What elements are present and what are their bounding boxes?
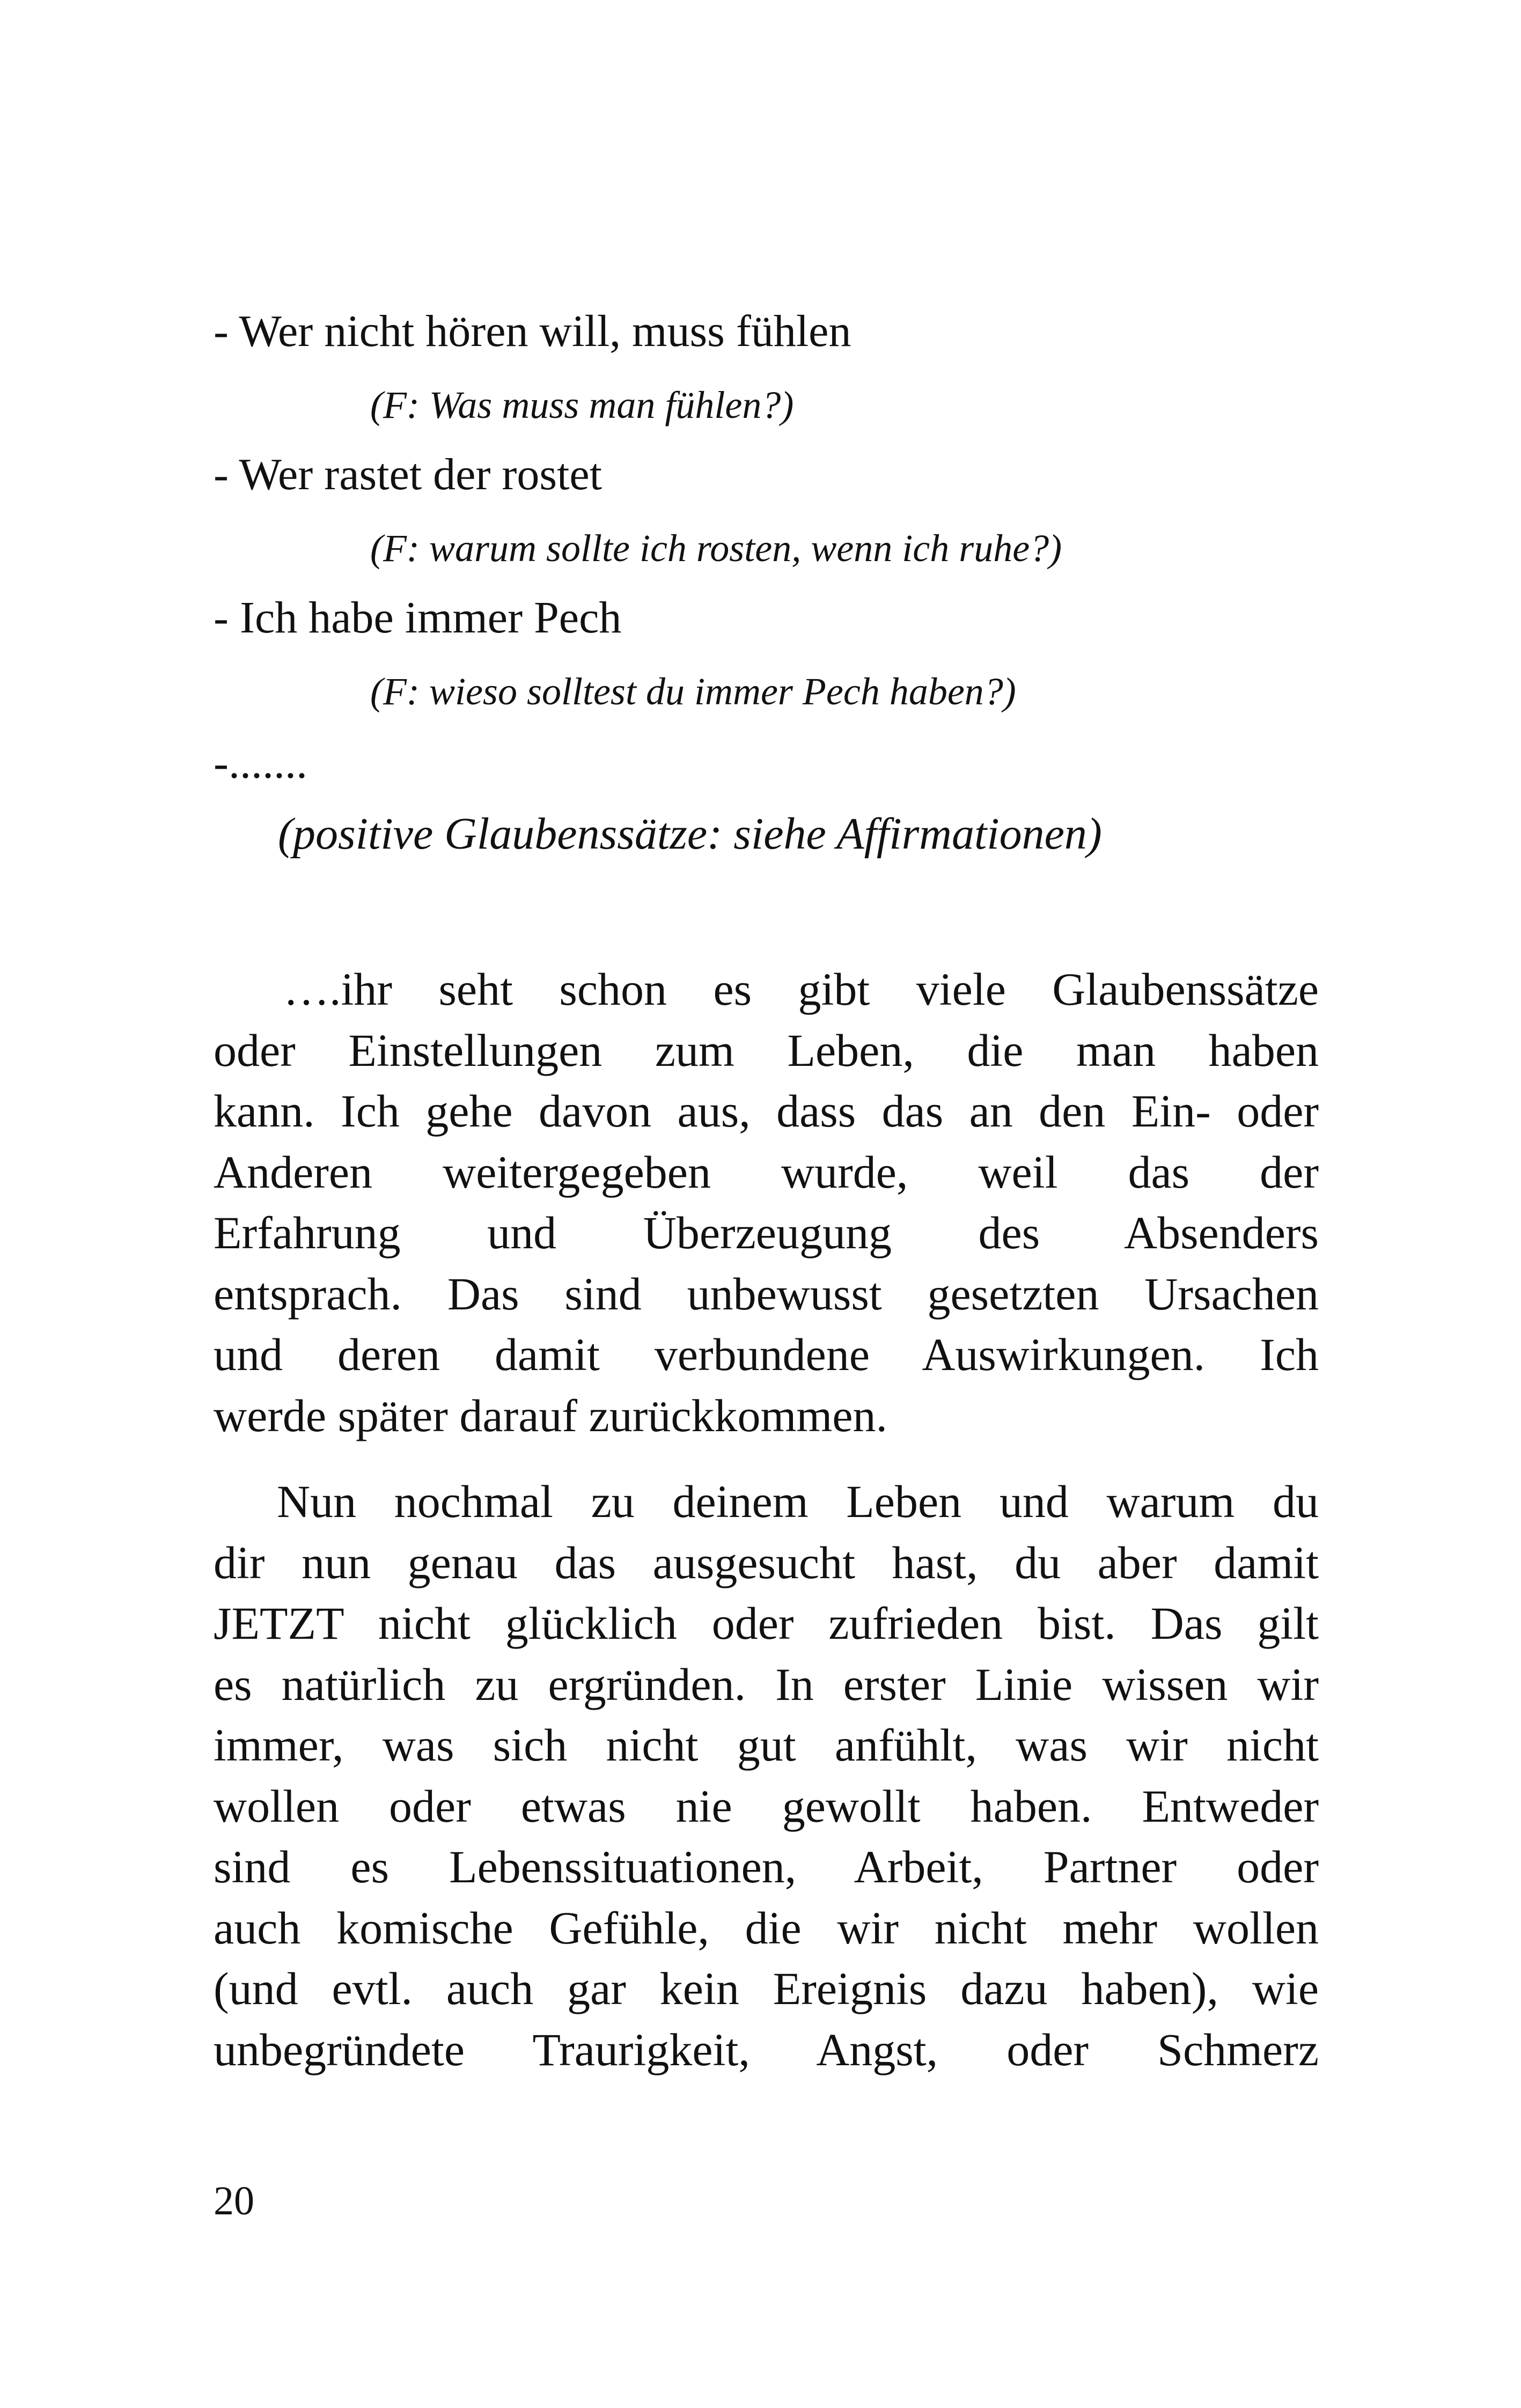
paragraph-2-line: (und evtl. auch gar kein Ereignis dazu haben), wie [214,1963,1319,2014]
saying-1: - Wer nicht hören will, muss fühlen [214,306,851,356]
page-number: 20 [214,2178,254,2223]
paragraph-1-line: Erfahrung und Überzeugung des Absenders [214,1207,1319,1258]
paragraph-1-line: oder Einstellungen zum Leben, die man haben [214,1024,1319,1076]
paragraph-2-line: auch komische Gefühle, die wir nicht mehr wollen [214,1902,1319,1954]
paragraph-1-line: werde später darauf zurückkommen. [214,1389,887,1441]
paragraph-1-line: kann. Ich gehe davon aus, dass das an den Ein- oder [214,1085,1319,1137]
paragraph-2-line: dir nun genau das ausgesucht hast, du aber damit [214,1536,1319,1588]
paragraph-2 [214,1471,1319,2080]
paragraph-2-line: sind es Lebenssituationen, Arbeit, Partner oder [214,1841,1319,1892]
saying-3: - Ich habe immer Pech [214,593,622,643]
paragraph-1-line: ….ihr seht schon es gibt viele Glaubenssätze [283,963,1319,1015]
question-1: (F: Was muss man fühlen?) [370,384,794,426]
question-3: (F: wieso solltest du immer Pech haben?) [370,670,1016,713]
positive-beliefs-note: (positive Glaubenssätze: siehe Affirmationen) [278,809,1102,859]
paragraph-1-line: Anderen weitergegeben wurde, weil das der [214,1146,1319,1198]
paragraph-2-line: Nun nochmal zu deinem Leben und warum du [277,1476,1319,1527]
paragraph-1 [214,959,1319,1446]
paragraph-1-line: entsprach. Das sind unbewusst gesetzten Ursachen [214,1268,1319,1320]
question-2: (F: warum sollte ich rosten, wenn ich ruhe?) [370,527,1062,570]
paragraph-2-line: wollen oder etwas nie gewollt haben. Entweder [214,1780,1319,1832]
paragraph-1-line: und deren damit verbundene Auswirkungen. Ich [214,1329,1319,1380]
paragraph-2-line: es natürlich zu ergründen. In erster Linie wissen wir [214,1658,1319,1710]
paragraph-2-line: unbegründete Traurigkeit, Angst, oder Schmerz [214,2023,1319,2075]
ellipsis-item: -....... [214,738,307,788]
paragraph-2-line: JETZT nicht glücklich oder zufrieden bist. Das gilt [214,1597,1319,1649]
saying-2: - Wer rastet der rostet [214,450,602,499]
paragraph-2-line: immer, was sich nicht gut anfühlt, was wir nicht [214,1719,1319,1771]
